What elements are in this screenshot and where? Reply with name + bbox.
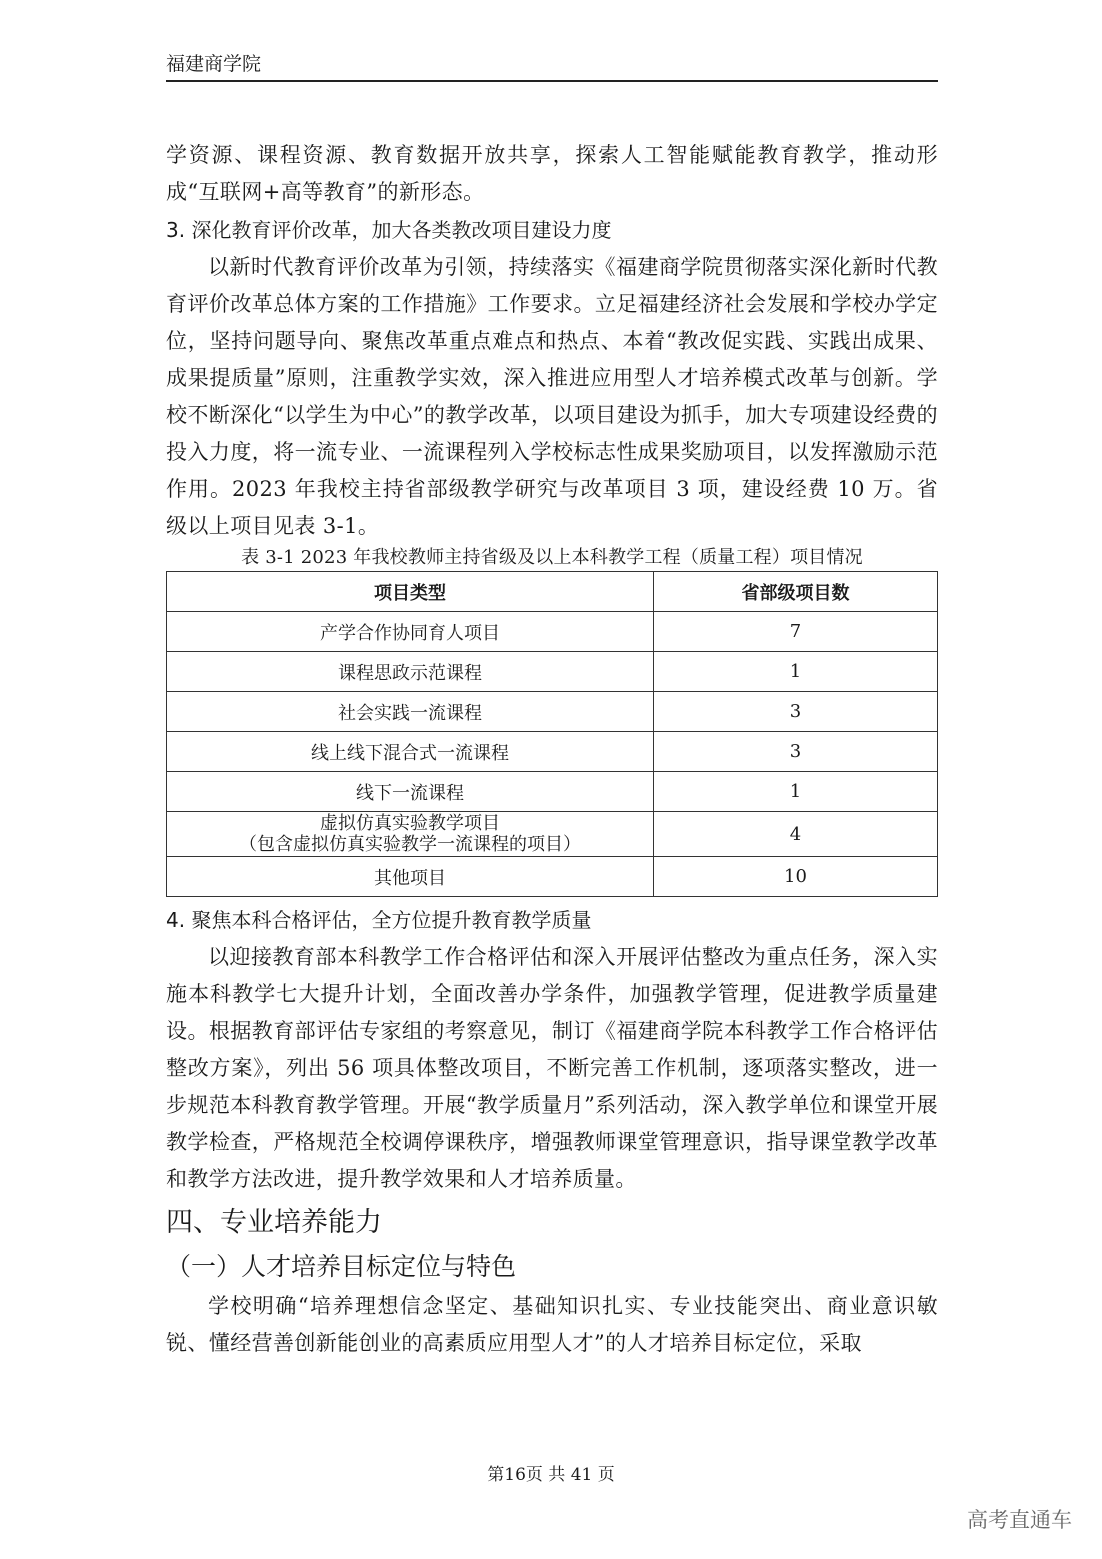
column-header-count: 省部级项目数 <box>654 572 938 612</box>
cell-count: 10 <box>654 857 938 897</box>
table-row <box>167 612 938 652</box>
paragraph-evaluation-reform: 以新时代教育评价改革为引领，持续落实《福建商学院贯彻落实深化新时代教育评价改革总体方案的工作措施》工作要求。立足福建经济社会发展和学校办学定位，坚持问题导向、聚焦改革重点难点和热点、本着“教改促实践、实践出成果、成果提质量”原则，注重教学实效，深入推进应用型人才培养模式改革与创新。学校不断深化“以学生为中心”的教学改革，以项目建设为抓手，加大专项建设经费的投入力度，将一流专业、一流课程列入学校标志性成果奖励项目，以发挥激励示范作用。2023 年我校主持省部级教学研究与改革项目 3 项，建设经费 10 万。省级以上项目见表 3-1。 <box>166 255 938 538</box>
cell-type: 产学合作协同育人项目 <box>167 612 654 652</box>
cell-type: 社会实践一流课程 <box>167 692 654 732</box>
table-row <box>167 812 938 857</box>
cell-type: 线下一流课程 <box>167 772 654 812</box>
running-header: 福建商学院 <box>166 50 938 82</box>
paragraph-continued: 学资源、课程资源、教育数据开放共享，探索人工智能赋能教育教学，推动形成“互联网+高等教育”的新形态。 <box>166 143 938 204</box>
cell-count: 1 <box>654 772 938 812</box>
table-row <box>167 732 938 772</box>
cell-type-line2: （包含虚拟仿真实验教学一流课程的项目） <box>239 834 581 855</box>
section-heading-4: 4. 聚焦本科合格评估，全方位提升教育教学质量 <box>166 908 592 932</box>
watermark: 高考直通车 <box>967 1508 1072 1532</box>
table-header-row <box>167 572 938 612</box>
table-row <box>167 652 938 692</box>
cell-count: 7 <box>654 612 938 652</box>
cell-type <box>167 812 654 857</box>
paragraph-assessment: 以迎接教育部本科教学工作合格评估和深入开展评估整改为重点任务，深入实施本科教学七大提升计划，全面改善办学条件，加强教学管理，促进教学质量建设。根据教育部评估专家组的考察意见，制订《福建商学院本科教学工作合格评估整改方案》，列出 56 项具体整改项目，不断完善工作机制，逐项落实整改，进一步规范本科教育教学管理。开展“教学质量月”系列活动，深入教学单位和课堂开展教学检查，严格规范全校调停课秩序，增强教师课堂管理意识，指导课堂教学改革和教学方法改进，提升教学效果和人才培养质量。 <box>166 945 938 1191</box>
section-heading-3: 3. 深化教育评价改革，加大各类教改项目建设力度 <box>166 218 612 242</box>
table-row <box>167 772 938 812</box>
table-row <box>167 692 938 732</box>
column-header-type: 项目类型 <box>167 572 654 612</box>
subsection-heading: （一）人才培养目标定位与特色 <box>166 1252 517 1281</box>
page-body <box>166 137 938 1362</box>
cell-count: 3 <box>654 732 938 772</box>
chapter-heading: 四、专业培养能力 <box>166 1207 382 1238</box>
cell-count: 4 <box>654 812 938 857</box>
cell-type: 课程思政示范课程 <box>167 652 654 692</box>
page-number: 第16页 共 41 页 <box>487 1465 615 1485</box>
table-caption: 表 3-1 2023 年我校教师主持省级及以上本科教学工程（质量工程）项目情况 <box>241 547 863 568</box>
cell-type: 线上线下混合式一流课程 <box>167 732 654 772</box>
paragraph-talent-goal: 学校明确“培养理想信念坚定、基础知识扎实、专业技能突出、商业意识敏锐、懂经营善创新能创业的高素质应用型人才”的人才培养目标定位，采取 <box>166 1294 938 1355</box>
cell-count: 1 <box>654 652 938 692</box>
table-row <box>167 857 938 897</box>
cell-type: 其他项目 <box>167 857 654 897</box>
cell-type-line1: 虚拟仿真实验教学项目 <box>320 813 500 834</box>
projects-table <box>166 571 938 897</box>
cell-count: 3 <box>654 692 938 732</box>
